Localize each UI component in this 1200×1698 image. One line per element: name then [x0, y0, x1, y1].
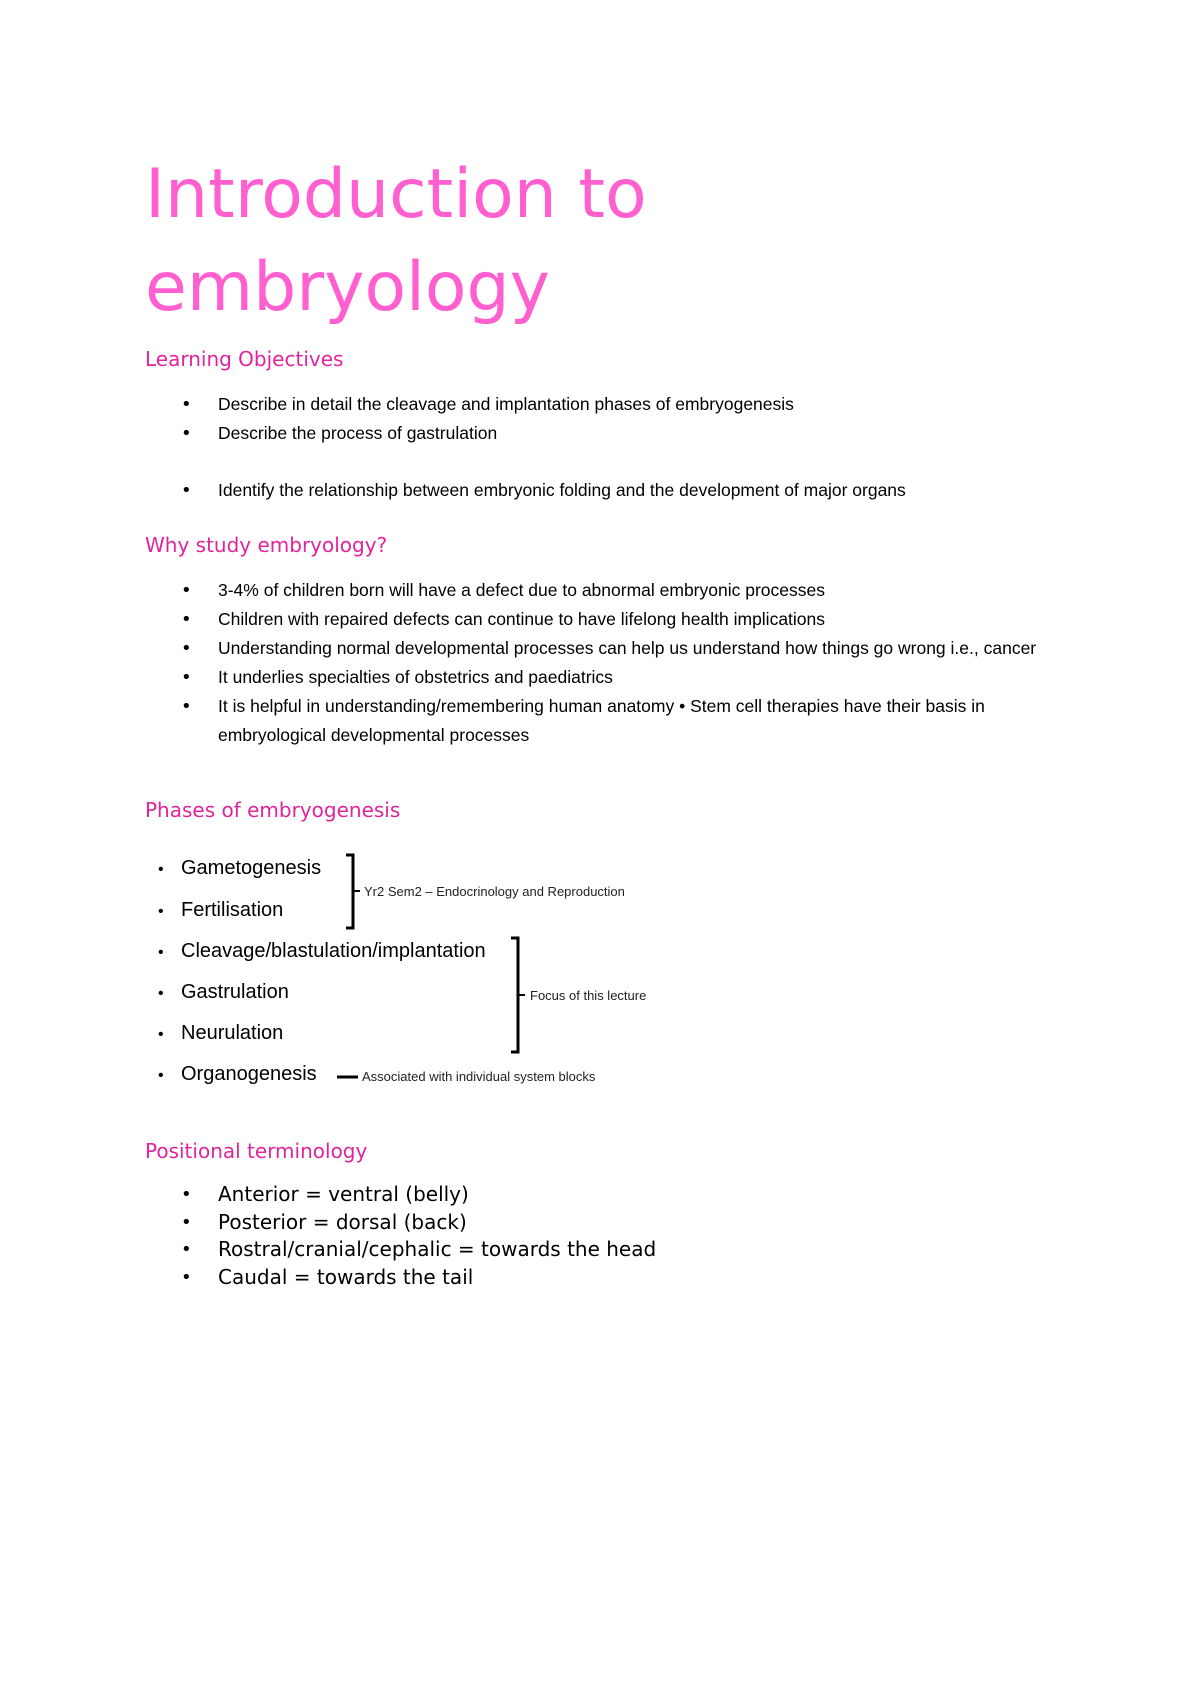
bullet-icon: • [158, 944, 164, 961]
bullet-icon: • [158, 861, 164, 878]
terminology-list [145, 1181, 1075, 1291]
note-focus: Focus of this lecture [530, 988, 647, 1003]
bracket-icon [346, 855, 353, 928]
bracket-icon [511, 938, 518, 1052]
document-title: Introduction to embryology [145, 155, 647, 327]
list-item: • It underlies specialties of obstetrics and paediatrics [145, 663, 1075, 692]
list-item: • Caudal = towards the tail [145, 1264, 1075, 1292]
phase-item: • Organogenesis [158, 1062, 317, 1088]
bullet-icon: • [158, 1067, 164, 1084]
heading-phases: Phases of embryogenesis [145, 798, 401, 822]
heading-learning-objectives: Learning Objectives [145, 347, 344, 371]
list-item: • Identify the relationship between embryonic folding and the development of major organs [145, 476, 1075, 505]
note-yr2: Yr2 Sem2 – Endocrinology and Reproduction [364, 884, 625, 899]
bullet-icon: • [158, 1026, 164, 1043]
bullet-icon: • [158, 985, 164, 1002]
objectives-list [145, 390, 1075, 505]
bullet-icon: • [158, 903, 164, 920]
heading-positional-terminology: Positional terminology [145, 1139, 368, 1163]
note-assoc: Associated with individual system blocks [362, 1069, 596, 1084]
list-item: • Understanding normal developmental processes can help us understand how things go wrong i.e., cancer [145, 634, 1075, 663]
list-item: • Describe in detail the cleavage and implantation phases of embryogenesis [145, 390, 1075, 419]
list-item: • Describe the process of gastrulation [145, 419, 1075, 448]
why-study-list [145, 576, 1075, 750]
list-item: • Posterior = dorsal (back) [145, 1209, 1075, 1237]
list-item: • It is helpful in understanding/remembering human anatomy • Stem cell therapies have their basis in embryological developmental processes [145, 692, 1075, 750]
list-item: • Rostral/cranial/cephalic = towards the head [145, 1236, 1075, 1264]
phase-item: • Gastrulation [158, 980, 289, 1006]
phase-item: • Neurulation [158, 1021, 283, 1047]
phase-item: • Gametogenesis [158, 856, 321, 882]
list-item: • 3-4% of children born will have a defect due to abnormal embryonic processes [145, 576, 1075, 605]
heading-why-study: Why study embryology? [145, 533, 388, 557]
phase-item: • Fertilisation [158, 898, 283, 924]
list-item: • Children with repaired defects can continue to have lifelong health implications [145, 605, 1075, 634]
list-item: • Anterior = ventral (belly) [145, 1181, 1075, 1209]
phase-item: • Cleavage/blastulation/implantation [158, 939, 486, 965]
